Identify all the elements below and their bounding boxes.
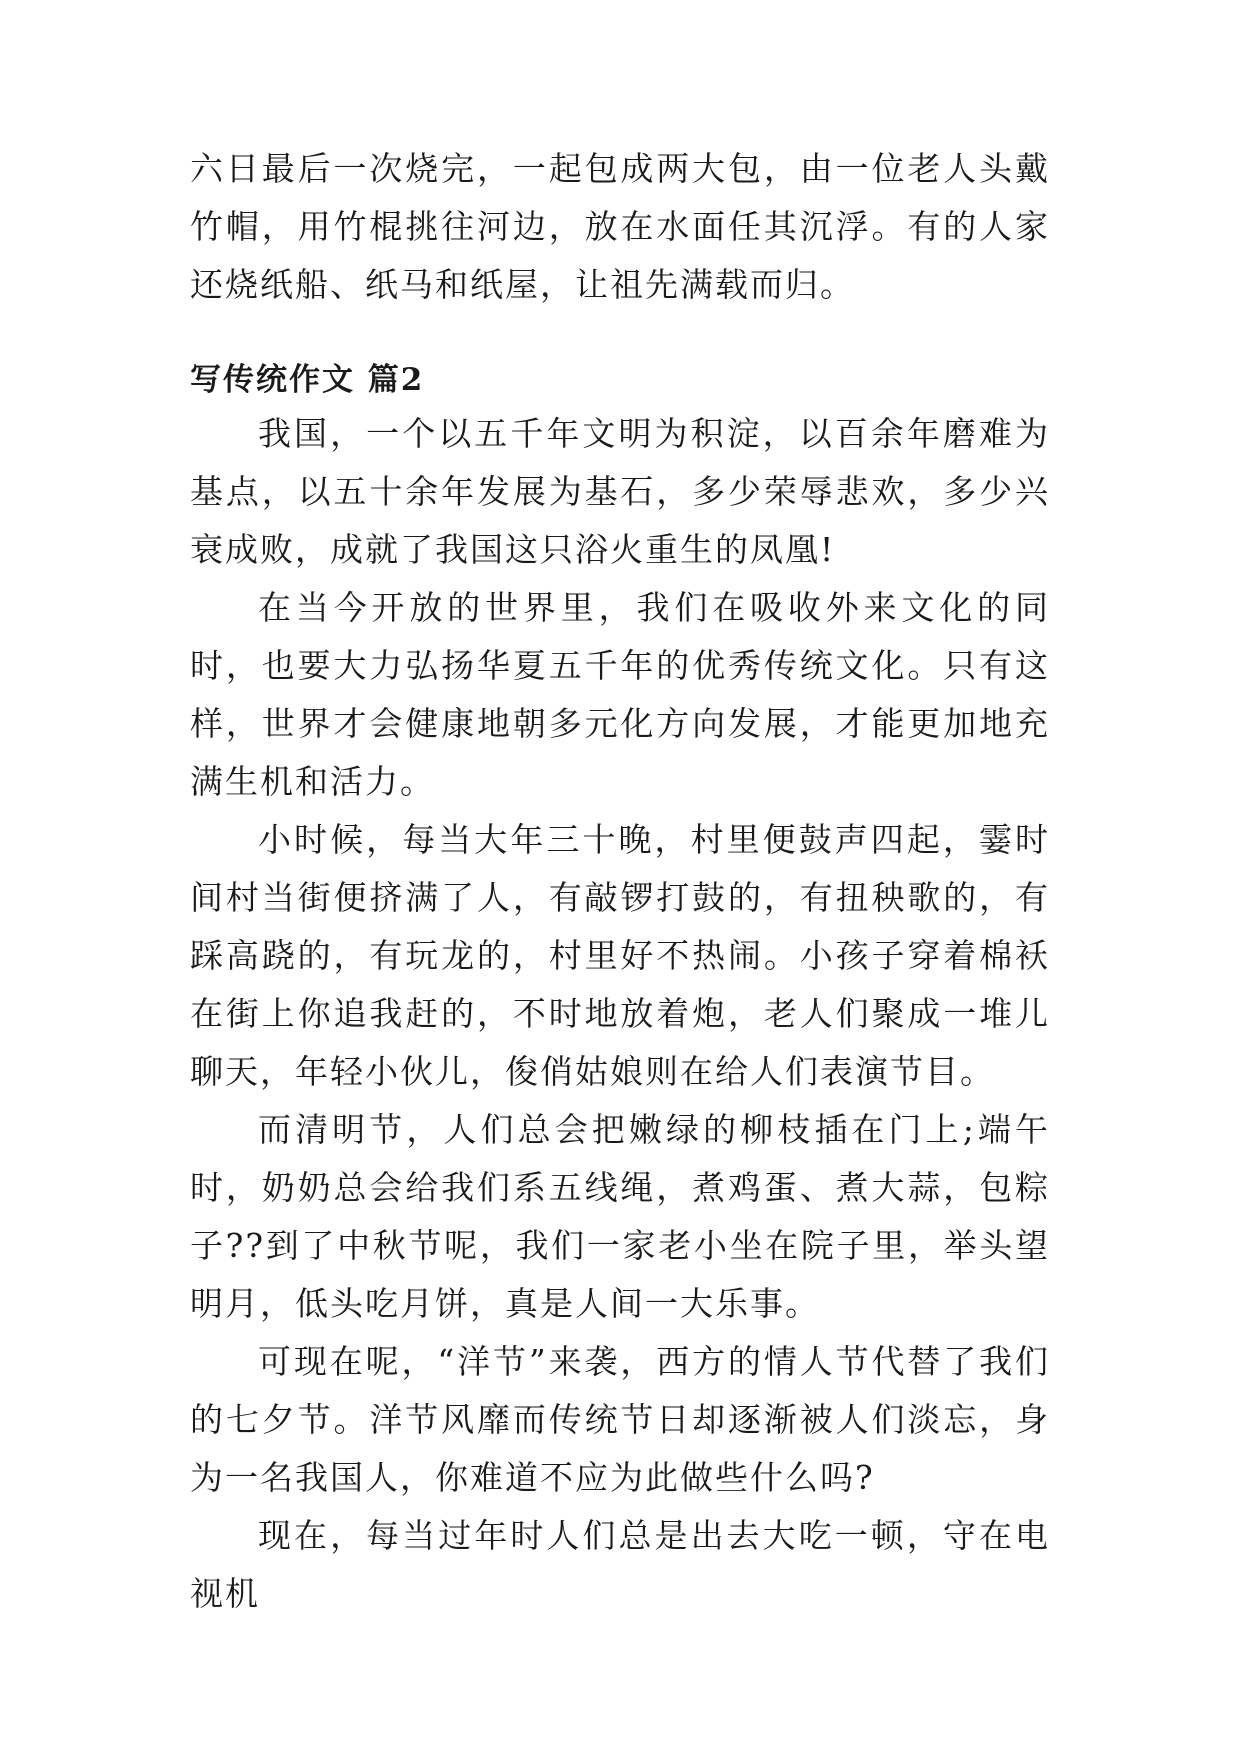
body-paragraph: 可现在呢，“洋节”来袭，西方的情人节代替了我们的七夕节。洋节风靡而传统节日却逐渐被人们淡忘，身为一名我国人，你难道不应为此做些什么吗? bbox=[190, 1342, 1050, 1497]
continuation-block bbox=[190, 140, 1050, 314]
body-paragraph: 我国，一个以五千年文明为积淀，以百余年磨难为基点，以五十余年发展为基石，多少荣辱悲欢，多少兴衰成败，成就了我国这只浴火重生的凤凰! bbox=[190, 414, 1050, 569]
section-heading: 写传统作文 篇2 bbox=[190, 362, 425, 398]
continuation-paragraph: 六日最后一次烧完，一起包成两大包，由一位老人头戴竹帽，用竹棍挑往河边，放在水面任其沉浮。有的人家还烧纸船、纸马和纸屋，让祖先满载而归。 bbox=[190, 149, 1050, 304]
body-paragraph: 小时候，每当大年三十晚，村里便鼓声四起，霎时间村当街便挤满了人，有敲锣打鼓的，有扭秧歌的，有踩高跷的，有玩龙的，村里好不热闹。小孩子穿着棉袄在街上你追我赶的，不时地放着炮，老人们聚成一堆儿聊天，年轻小伙儿，俊俏姑娘则在给人们表演节目。 bbox=[190, 820, 1050, 1091]
body-paragraph: 现在，每当过年时人们总是出去大吃一顿，守在电视机 bbox=[190, 1516, 1050, 1613]
article-body bbox=[190, 405, 1050, 1623]
section-heading-block bbox=[190, 360, 1050, 400]
body-paragraph: 在当今开放的世界里，我们在吸收外来文化的同时，也要大力弘扬华夏五千年的优秀传统文化。只有这样，世界才会健康地朝多元化方向发展，才能更加地充满生机和活力。 bbox=[190, 588, 1050, 801]
body-paragraph: 而清明节，人们总会把嫩绿的柳枝插在门上;端午时，奶奶总会给我们系五线绳，煮鸡蛋、煮大蒜，包粽子??到了中秋节呢，我们一家老小坐在院子里，举头望明月，低头吃月饼，真是人间一大乐事。 bbox=[190, 1110, 1050, 1323]
